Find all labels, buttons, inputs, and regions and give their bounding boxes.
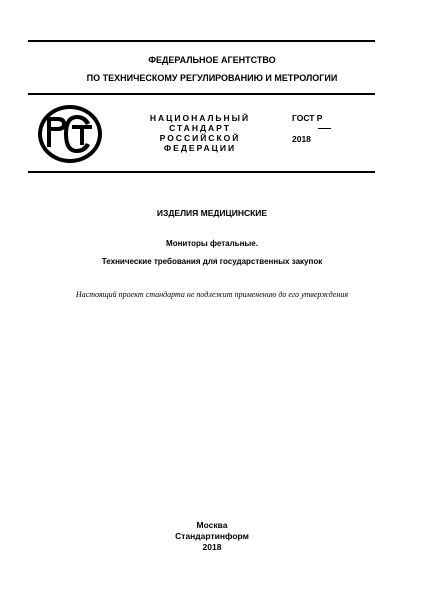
footer-year: 2018 — [202, 542, 222, 552]
gost-code: ГОСТ Р — [292, 113, 323, 123]
national-standard-line2: СТАНДАРТ — [169, 123, 231, 133]
rst-gost-logo-icon — [36, 103, 104, 165]
document-title: ИЗДЕЛИЯ МЕДИЦИНСКИЕ — [156, 208, 268, 218]
national-standard-line4: ФЕДЕРАЦИИ — [163, 143, 237, 153]
national-standard-line3: РОССИЙСКОЙ — [159, 133, 241, 143]
top-rule — [28, 40, 375, 42]
document-requirements-title: Технические требования для государственных закупок — [101, 257, 323, 266]
gost-number-line — [318, 128, 331, 129]
agency-title-line1: ФЕДЕРАЛЬНОЕ АГЕНТСТВО — [148, 55, 276, 65]
footer-publisher: Стандартинформ — [175, 531, 249, 541]
standard-block-rule — [28, 171, 375, 173]
national-standard-line1: НАЦИОНАЛЬНЫЙ — [149, 113, 251, 123]
draft-note: Настоящий проект стандарта не подлежит применению до его утверждения — [75, 290, 349, 299]
document-subtitle: Мониторы фетальные. — [166, 239, 258, 248]
footer-city: Москва — [196, 520, 228, 530]
header-rule — [28, 93, 375, 95]
gost-year: 2018 — [292, 134, 311, 144]
agency-title-line2: ПО ТЕХНИЧЕСКОМУ РЕГУЛИРОВАНИЮ И МЕТРОЛОГИИ — [86, 73, 338, 83]
